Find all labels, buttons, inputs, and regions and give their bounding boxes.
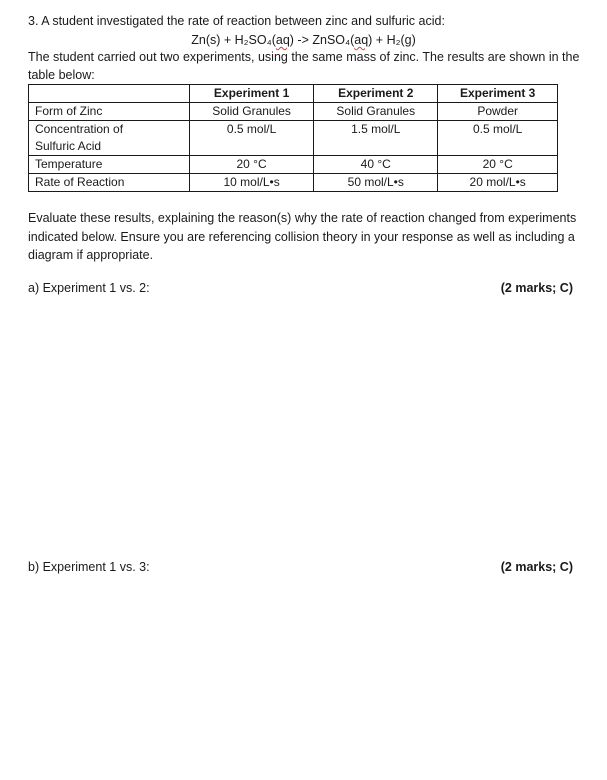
reaction-equation [0,31,607,49]
table-row [29,156,558,174]
table-cell: 20 °C [190,156,314,174]
equation-middle: ) -> ZnSO₄( [289,33,355,47]
equation-right: ) + H₂(g) [368,33,416,47]
results-table [28,84,558,192]
table-header-experiment-1: Experiment 1 [190,85,314,103]
table-cell-empty [438,138,558,156]
table-row [29,103,558,121]
table-row [29,174,558,192]
experiment-description: The student carried out two experiments, using the same mass of zinc. The results are shown in the table below: [28,50,580,82]
table-cell: Solid Granules [314,103,438,121]
row-label-form-of-zinc: Form of Zinc [29,103,190,121]
table-row [29,121,558,139]
table-cell: 20 °C [438,156,558,174]
table-cell: 0.5 mol/L [190,121,314,139]
part-a-marks: (2 marks; C) [500,281,573,295]
equation-left: Zn(s) + H₂SO₄( [191,33,276,47]
table-header-row [29,85,558,103]
table-cell: 50 mol/L•s [314,174,438,192]
table-cell: 10 mol/L•s [190,174,314,192]
table-cell: 1.5 mol/L [314,121,438,139]
part-b-marks: (2 marks; C) [500,560,573,574]
table-header-blank [29,85,190,103]
row-label-temperature: Temperature [29,156,190,174]
part-b-label: b) Experiment 1 vs. 3: [28,560,150,574]
row-label-concentration: Concentration of [29,121,190,139]
row-label-sulfuric-acid: Sulfuric Acid [29,138,190,156]
table-cell-empty [314,138,438,156]
table-cell-empty [190,138,314,156]
table-cell: Powder [438,103,558,121]
table-cell: 20 mol/L•s [438,174,558,192]
table-cell: 0.5 mol/L [438,121,558,139]
evaluate-instructions: Evaluate these results, explaining the reason(s) why the rate of reaction changed from experiments indicated below. Ensure you are referencing collision theory in your response as well as including a diagram if appropriate. [28,211,577,262]
table-cell: Solid Granules [190,103,314,121]
table-header-experiment-2: Experiment 2 [314,85,438,103]
table-cell: 40 °C [314,156,438,174]
table-header-experiment-3: Experiment 3 [438,85,558,103]
equation-aq-1: aq [275,33,290,47]
row-label-rate-of-reaction: Rate of Reaction [29,174,190,192]
table-row-continuation [29,138,558,156]
equation-aq-2: aq [354,33,369,47]
question-intro: 3. A student investigated the rate of reaction between zinc and sulfuric acid: [28,14,445,28]
part-a-label: a) Experiment 1 vs. 2: [28,281,150,295]
